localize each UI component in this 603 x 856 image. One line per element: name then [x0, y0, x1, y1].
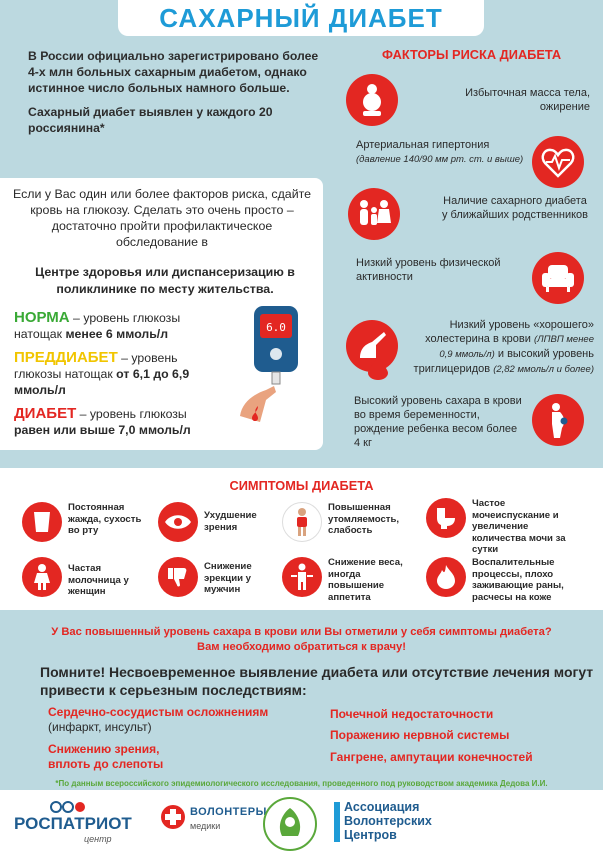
risk-title: ФАКТОРЫ РИСКА ДИАБЕТА	[382, 47, 562, 62]
consequence-text: Сердечно-сосудистым осложнениям	[48, 705, 269, 719]
level-prediabetes-value: от 6,1 до 6,9 ммоль/л	[14, 367, 190, 397]
scale-person-icon	[346, 74, 398, 126]
page-title: САХАРНЫЙ ДИАБЕТ	[159, 2, 443, 33]
level-diabetes	[14, 406, 224, 438]
alert-line-1: У Вас повышенный уровень сахара в крови или Вы отметили у себя симптомы диабета?	[51, 626, 552, 638]
symptom-text: Ухудшение зрения	[204, 510, 257, 533]
consequence-note: (инфаркт, инсульт)	[48, 720, 152, 734]
risk-text: Низкий уровень физической активности	[356, 257, 501, 283]
level-diabetes-text: – уровень глюкозы	[76, 407, 187, 421]
intro-paragraph: В России официально зарегистрировано более 4-х млн больных сахарным диабетом, однако истинное число больных намного больше.	[28, 49, 319, 95]
armchair-icon	[532, 252, 584, 304]
heart-pulse-icon	[532, 136, 584, 188]
woman-icon	[22, 557, 62, 597]
level-diabetes-value: равен или выше 7,0 ммоль/л	[14, 423, 191, 437]
risk-item	[336, 72, 596, 128]
consequence-item: Поражению нервной системы	[330, 728, 510, 742]
symptom-text: Постоянная жажда, сухость во рту	[68, 502, 142, 536]
doctor-alert	[0, 625, 603, 655]
symptom-text: Частое мочеиспускание и увеличение количества мочи за сутки	[472, 498, 566, 555]
risk-text-note-2: (2,82 ммоль/л и более)	[493, 364, 594, 375]
symptom-text: Снижение эрекции у мужчин	[204, 561, 252, 595]
risk-text-main: Артериальная гипертония	[356, 139, 490, 151]
risk-item	[336, 388, 596, 452]
check-where: Центре здоровья или диспансеризацию в поликлинике по месту жительства.	[35, 265, 295, 296]
level-norm	[14, 310, 224, 342]
glass-icon	[22, 502, 62, 542]
level-prediabetes	[14, 350, 224, 398]
level-prediabetes-label: ПРЕДДИАБЕТ	[14, 349, 118, 366]
level-norm-value: менее 6 ммоль/л	[65, 327, 169, 341]
risk-text-main-2: и высокий уровень триглицеридов	[413, 348, 594, 375]
title-box	[118, 0, 484, 36]
level-prediabetes-text: – уровень глюкозы натощак	[14, 351, 178, 381]
toilet-icon	[426, 498, 466, 538]
symptoms-title: СИМПТОМЫ ДИАБЕТА	[229, 478, 374, 493]
risk-text: Избыточная масса тела, ожирение	[465, 87, 590, 113]
risk-text	[356, 138, 536, 167]
tired-person-icon	[282, 502, 322, 542]
risk-item	[336, 316, 596, 380]
thumb-down-icon	[158, 557, 198, 597]
volunteers-sub: медики	[190, 821, 221, 831]
family-icon	[348, 188, 400, 240]
rospatriot-logo	[14, 800, 132, 844]
symptom-text: Снижение веса, иногда повышение аппетита	[328, 557, 403, 603]
symptom-text: Частая молочница у женщин	[68, 563, 129, 597]
risk-text-main: Низкий уровень «хорошего» холестерина в крови	[425, 319, 594, 345]
rospatriot-sub: центр	[84, 834, 112, 844]
glucometer-value: 6.0	[266, 321, 286, 334]
risk-item	[336, 250, 596, 306]
consequence-text: Снижению зрения, вплоть до слепоты	[48, 742, 164, 771]
rospatriot-name: РОСПАТРИОТ	[14, 814, 132, 833]
risk-text: Высокий уровень сахара в крови во время беременности, рождение ребенка весом более 4 кг	[354, 395, 522, 449]
remember-text: Помните! Несвоевременное выявление диабета или отсутствие лечения могут привести к серьезным последствиям:	[40, 664, 594, 698]
risk-text-note: (давление 140/90 мм рт. ст. и выше)	[356, 154, 524, 165]
medical-cross-icon	[160, 804, 186, 830]
weight-loss-icon	[282, 557, 322, 597]
risk-text-note: (ЛПВП менее 0,9 ммоль/л)	[439, 334, 594, 360]
intro-statistic: Сахарный диабет выявлен у каждого 20 россиянина*	[28, 105, 273, 135]
blood-drop-icon	[368, 356, 388, 380]
volunteers-name: ВОЛОНТЕРЫ	[190, 806, 267, 818]
symptom-text: Воспалительные процессы, плохо заживающие раны, расчесы на коже	[472, 557, 564, 603]
consequence-item: Гангрене, ампутации конечностей	[330, 750, 533, 764]
risk-text: Наличие сахарного диабета у ближайших родственников	[441, 195, 589, 221]
intro-block	[0, 38, 333, 172]
risk-item	[336, 134, 596, 190]
glucometer-icon	[236, 304, 308, 426]
logos-bar	[0, 790, 603, 856]
alert-line-2: Вам необходимо обратиться к врачу!	[197, 641, 406, 653]
risk-text	[412, 318, 594, 377]
risk-item	[336, 188, 596, 244]
fire-icon	[426, 557, 466, 597]
ministry-emblem	[262, 796, 318, 856]
pregnant-woman-icon	[532, 394, 584, 446]
level-norm-text: – уровень глюкозы натощак	[14, 311, 181, 341]
symptom-text: Повышенная утомляемость, слабость	[328, 502, 400, 536]
consequence-item: Почечной недостаточности	[330, 707, 494, 721]
check-advice: Если у Вас один или более факторов риска, сдайте кровь на глюкозу. Сделать это очень просто – достаточно пройти профилактическое обследование в	[12, 187, 312, 249]
level-norm-label: НОРМА	[14, 309, 70, 326]
association-name: Ассоциация Волонтерских Центров	[344, 800, 432, 842]
level-diabetes-label: ДИАБЕТ	[14, 405, 77, 422]
footnote: *По данным всероссийского эпидемиологического исследования, проведенного под руководством академика Дедова И.И.	[55, 779, 548, 788]
eye-icon	[158, 502, 198, 542]
consequence-item	[48, 705, 298, 735]
check-panel	[0, 178, 323, 450]
consequence-item	[48, 742, 198, 772]
